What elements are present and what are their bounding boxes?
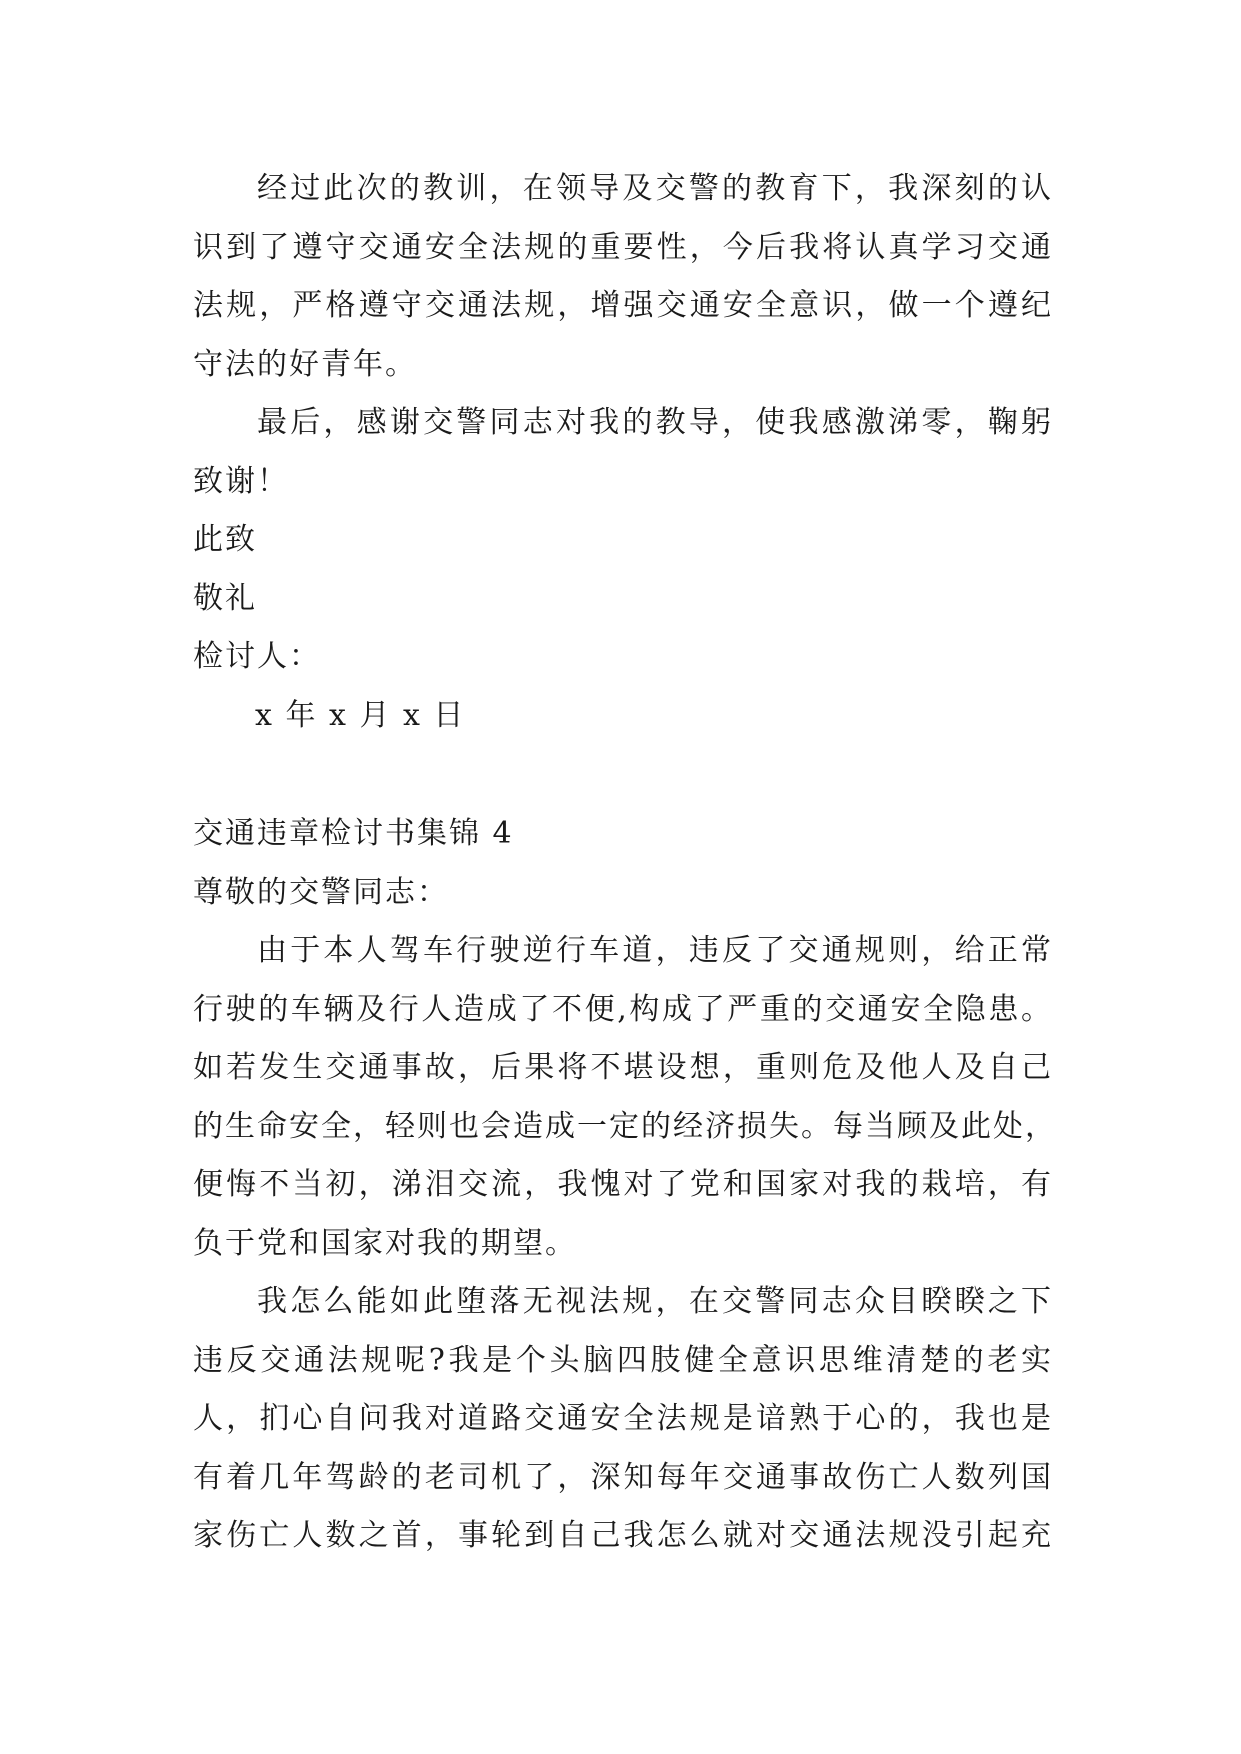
- section-spacer: [193, 745, 1053, 805]
- closing-ci-zhi: 此致: [193, 522, 257, 557]
- closing-jing-li: 敬礼: [193, 580, 257, 616]
- salutation: 尊敬的交警同志：: [193, 874, 449, 910]
- closing-block: [193, 511, 1053, 745]
- signature-date: x 年 x 月 x 日: [255, 697, 466, 733]
- text-line: 我怎么能如此堕落无视法规，在交警同志众目睽睽之下: [257, 1284, 1053, 1319]
- text-line: 识到了遵守交通安全法规的重要性，今后我将认真学习交通: [193, 229, 1053, 265]
- text-line: 违反交通法规呢?我是个头脑四肢健全意识思维清楚的老实: [193, 1342, 1053, 1378]
- text-line: 经过此次的教训，在领导及交警的教育下，我深刻的认: [257, 171, 1053, 206]
- text-line: 行驶的车辆及行人造成了不便,构成了严重的交通安全隐患。: [193, 991, 1053, 1027]
- section-title: 交通违章检讨书集锦 4: [193, 816, 514, 851]
- text-line: 法规，严格遵守交通法规，增强交通安全意识，做一个遵纪: [193, 288, 1053, 323]
- paragraph-thanks: [193, 394, 1053, 511]
- text-line: 人，扪心自问我对道路交通安全法规是谙熟于心的，我也是: [193, 1401, 1053, 1436]
- paragraph-reflection: [193, 1273, 1053, 1566]
- paragraph-lesson: [193, 160, 1053, 394]
- text-line: 的生命安全，轻则也会造成一定的经济损失。每当顾及此处，: [193, 1108, 1057, 1144]
- text-line: 负于党和国家对我的期望。: [193, 1225, 577, 1261]
- document-page: [193, 160, 1057, 1566]
- text-line: 家伤亡人数之首，事轮到自己我怎么就对交通法规没引起充: [193, 1518, 1053, 1553]
- text-line: 便悔不当初，涕泪交流，我愧对了党和国家对我的栽培，有: [193, 1167, 1053, 1202]
- text-line: 有着几年驾龄的老司机了，深知每年交通事故伤亡人数列国: [193, 1459, 1053, 1495]
- text-line: 最后，感谢交警同志对我的教导，使我感激涕零，鞠躬: [257, 405, 1053, 440]
- text-line: 致谢！: [193, 463, 289, 499]
- text-line: 守法的好青年。: [193, 346, 417, 382]
- signer-label: 检讨人：: [193, 639, 321, 674]
- text-line: 如若发生交通事故，后果将不堪设想，重则危及他人及自己: [193, 1050, 1053, 1085]
- paragraph-violation: [193, 922, 1057, 1273]
- text-line: 由于本人驾车行驶逆行车道，违反了交通规则，给正常: [257, 933, 1053, 968]
